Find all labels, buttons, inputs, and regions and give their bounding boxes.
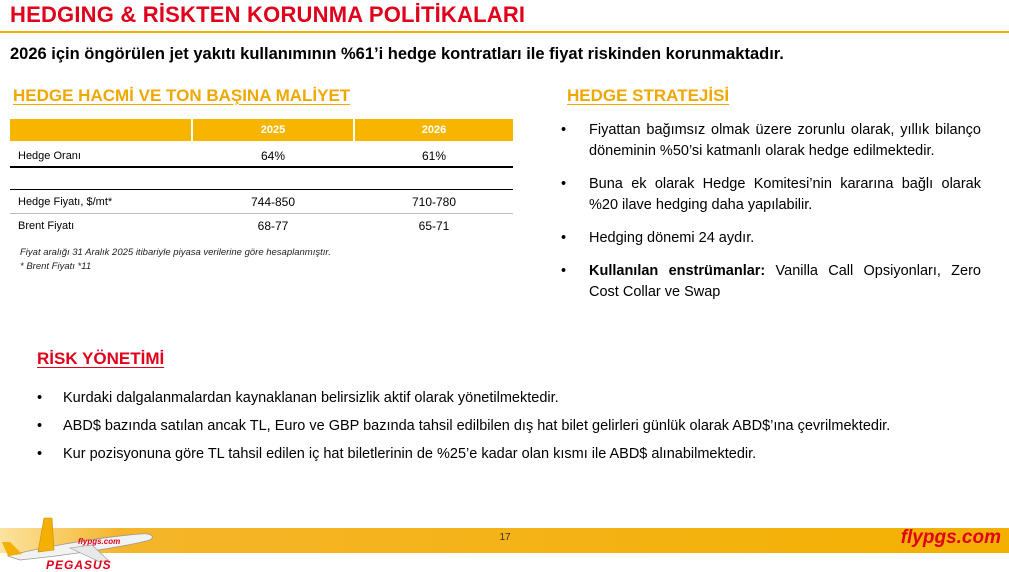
- list-item: [37, 416, 890, 444]
- risk-list: [37, 388, 890, 472]
- list-item: [37, 388, 890, 416]
- list-item: [37, 444, 890, 472]
- bullet-icon: •: [561, 263, 567, 279]
- value-2025: 64%: [260, 149, 286, 163]
- value-2026: 710-780: [411, 195, 457, 209]
- table-row: [10, 191, 513, 213]
- value-2026: 65-71: [418, 219, 450, 233]
- page-number: 17: [499, 532, 511, 543]
- value-2025: 744-850: [250, 195, 296, 209]
- strategy-bold-text: Kullanılan enstrümanlar:: [589, 263, 766, 279]
- bullet-icon: •: [37, 418, 43, 434]
- hedge-table-heading: HEDGE HACMİ VE TON BAŞINA MALİYET: [13, 86, 351, 105]
- list-item: [561, 120, 981, 162]
- row-label: Brent Fiyatı: [18, 220, 75, 232]
- table-row: [10, 145, 513, 167]
- strategy-text: Fiyattan bağımsız olmak üzere zorunlu olarak, yıllık bilanço döneminin %50’si katmanlı olarak hedge edilmektedir.: [589, 122, 981, 159]
- plane-livery-text: flypgs.com: [78, 537, 121, 546]
- risk-text: ABD$ bazında satılan ancak TL, Euro ve GBP bazında tahsil edilbilen dış hat bilet gelirleri günlük olarak ABD$’ına çevrilmektedir.: [63, 418, 891, 434]
- value-2026: 61%: [421, 149, 447, 163]
- table-divider: [10, 189, 513, 190]
- table-footnote: Fiyat aralığı 31 Aralık 2025 itibariyle piyasa verilerine göre hesaplanmıştır.: [20, 247, 331, 258]
- bullet-icon: •: [37, 446, 43, 462]
- title-divider: [0, 31, 1009, 33]
- risk-text: Kurdaki dalgalanmalardan kaynaklanan belirsizlik aktif olarak yönetilmektedir.: [63, 390, 559, 406]
- list-item: [561, 228, 981, 249]
- bullet-icon: •: [37, 390, 43, 406]
- value-2025: 68-77: [257, 219, 289, 233]
- column-header-2026: 2026: [355, 119, 513, 141]
- list-item: [561, 261, 981, 303]
- row-label: Hedge Fiyatı, $/mt*: [18, 196, 113, 208]
- risk-text: Kur pozisyonuna göre TL tahsil edilen iç hat biletlerinin de %25’e kadar olan kısmı ile ABD$ alınabilmektedir.: [63, 446, 757, 462]
- list-item: [561, 174, 981, 216]
- table-divider: [10, 213, 513, 214]
- website-logo[interactable]: flypgs.com: [900, 527, 1001, 548]
- row-label: Hedge Oranı: [18, 150, 81, 162]
- table-row: [10, 215, 513, 237]
- brand-name: PEGASUS: [46, 558, 112, 572]
- strategy-text: Hedging dönemi 24 aydır.: [589, 230, 755, 246]
- bullet-icon: •: [561, 230, 567, 246]
- bullet-icon: •: [561, 176, 567, 192]
- page-title: HEDGING & RİSKTEN KORUNMA POLİTİKALARI: [10, 2, 526, 27]
- page-subtitle: 2026 için öngörülen jet yakıtı kullanımının %61’i hedge kontratları ile fiyat riskinden korunmaktadır.: [10, 45, 784, 63]
- table-divider: [10, 166, 513, 168]
- strategy-text: Vanilla Call Opsiyonları, Zero Cost Collar ve Swap: [589, 263, 981, 300]
- column-header-2025: 2025: [193, 119, 353, 141]
- risk-heading: RİSK YÖNETİMİ: [37, 349, 165, 368]
- strategy-list: [561, 120, 981, 315]
- bullet-icon: •: [561, 122, 567, 138]
- strategy-text: Buna ek olarak Hedge Komitesi’nin kararına bağlı olarak %20 ilave hedging daha yapılabilir.: [589, 176, 981, 213]
- hedge-strategy-heading: HEDGE STRATEJİSİ: [567, 86, 730, 105]
- table-footnote: * Brent Fiyatı *11: [20, 261, 92, 272]
- table-header-blank: [10, 119, 191, 141]
